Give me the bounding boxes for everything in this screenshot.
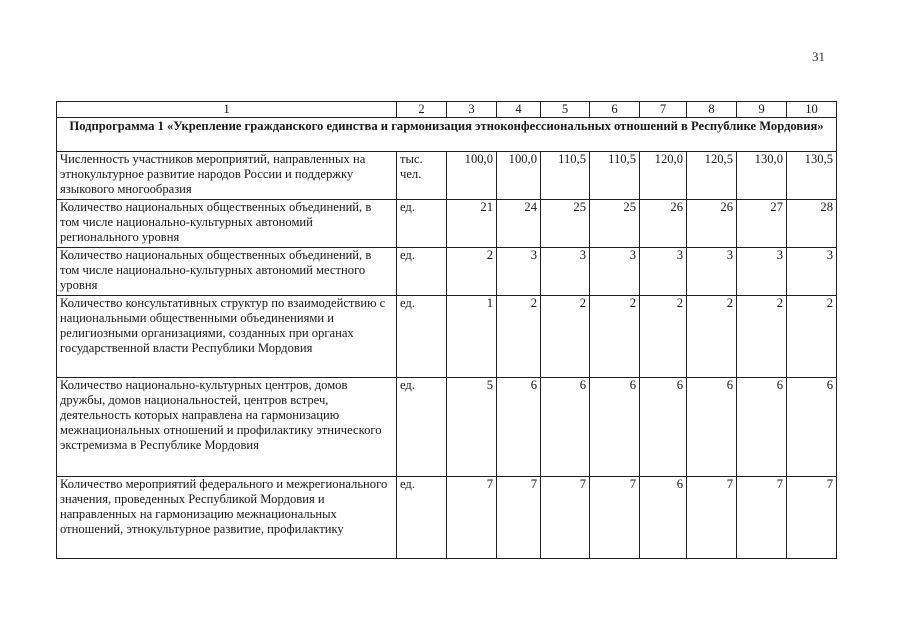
column-number: 6 xyxy=(590,102,640,118)
indicator-unit xyxy=(397,200,447,248)
indicator-value: 7 xyxy=(787,477,837,559)
indicators-table xyxy=(56,101,837,559)
indicator-unit xyxy=(397,477,447,559)
unit-line: чел. xyxy=(400,167,422,181)
indicator-value: 2 xyxy=(447,248,497,296)
indicator-value: 6 xyxy=(640,378,687,477)
indicator-value: 7 xyxy=(541,477,590,559)
section-title-row xyxy=(57,118,837,152)
indicator-name: Количество национально-культурных центров, домов дружбы, домов национальностей, центров встреч, деятельность которых направлена на гармонизацию межнациональных отношений и профилактику этнического экстремизма в Республике Мордовия xyxy=(57,378,397,477)
indicator-value: 6 xyxy=(787,378,837,477)
indicator-value: 26 xyxy=(687,200,737,248)
indicator-value: 24 xyxy=(497,200,541,248)
indicator-value: 3 xyxy=(541,248,590,296)
indicators-table-container xyxy=(56,101,836,559)
column-number: 3 xyxy=(447,102,497,118)
column-number-row xyxy=(57,102,837,118)
indicator-name: Численность участников мероприятий, направленных на этнокультурное развитие народов России и поддержку языкового многообразия xyxy=(57,152,397,200)
indicator-value: 7 xyxy=(590,477,640,559)
indicator-value: 2 xyxy=(541,296,590,378)
indicator-value: 7 xyxy=(687,477,737,559)
column-number: 1 xyxy=(57,102,397,118)
indicator-value: 2 xyxy=(590,296,640,378)
indicator-value: 28 xyxy=(787,200,837,248)
column-number: 7 xyxy=(640,102,687,118)
table-row xyxy=(57,248,837,296)
indicator-value: 120,0 xyxy=(640,152,687,200)
indicator-unit xyxy=(397,152,447,200)
indicator-name: Количество консультативных структур по взаимодействию с национальными общественными объединениями и религиозными организациями, созданных при органах государственной власти Республики Мордовия xyxy=(57,296,397,378)
indicator-name: Количество национальных общественных объединений, в том числе национально-культурных автономий регионального уровня xyxy=(57,200,397,248)
table-row xyxy=(57,477,837,559)
section-title: Подпрограмма 1 «Укрепление гражданского единства и гармонизация этноконфессиональных отношений в Республике Мордовия» xyxy=(57,118,837,152)
indicator-value: 1 xyxy=(447,296,497,378)
indicator-value: 2 xyxy=(497,296,541,378)
indicator-value: 25 xyxy=(541,200,590,248)
indicator-value: 110,5 xyxy=(541,152,590,200)
indicator-value: 2 xyxy=(640,296,687,378)
indicator-value: 110,5 xyxy=(590,152,640,200)
indicator-name: Количество национальных общественных объединений, в том числе национально-культурных автономий местного уровня xyxy=(57,248,397,296)
indicator-unit xyxy=(397,296,447,378)
indicator-value: 27 xyxy=(737,200,787,248)
indicator-value: 130,5 xyxy=(787,152,837,200)
indicator-value: 100,0 xyxy=(497,152,541,200)
unit-line: тыс. xyxy=(400,152,423,166)
column-number: 9 xyxy=(737,102,787,118)
column-number: 5 xyxy=(541,102,590,118)
unit-line: ед. xyxy=(400,296,415,310)
indicator-value: 7 xyxy=(737,477,787,559)
indicator-value: 2 xyxy=(687,296,737,378)
indicator-value: 25 xyxy=(590,200,640,248)
indicator-value: 6 xyxy=(541,378,590,477)
unit-line: ед. xyxy=(400,378,415,392)
indicator-value: 7 xyxy=(497,477,541,559)
indicator-value: 120,5 xyxy=(687,152,737,200)
indicator-value: 6 xyxy=(737,378,787,477)
indicator-value: 6 xyxy=(640,477,687,559)
indicator-value: 3 xyxy=(737,248,787,296)
indicator-value: 26 xyxy=(640,200,687,248)
column-number: 8 xyxy=(687,102,737,118)
indicator-value: 6 xyxy=(687,378,737,477)
unit-line: ед. xyxy=(400,200,415,214)
table-row xyxy=(57,200,837,248)
indicator-unit xyxy=(397,378,447,477)
table-row xyxy=(57,378,837,477)
indicator-value: 3 xyxy=(787,248,837,296)
indicator-value: 6 xyxy=(590,378,640,477)
indicator-value: 2 xyxy=(737,296,787,378)
unit-line: ед. xyxy=(400,248,415,262)
column-number: 2 xyxy=(397,102,447,118)
indicator-value: 5 xyxy=(447,378,497,477)
indicator-value: 7 xyxy=(447,477,497,559)
indicator-value: 3 xyxy=(497,248,541,296)
page-number: 31 xyxy=(812,49,825,64)
column-number: 10 xyxy=(787,102,837,118)
table-row xyxy=(57,296,837,378)
indicator-value: 6 xyxy=(497,378,541,477)
table-row xyxy=(57,152,837,200)
indicator-value: 3 xyxy=(590,248,640,296)
column-number: 4 xyxy=(497,102,541,118)
indicator-value: 21 xyxy=(447,200,497,248)
indicator-value: 130,0 xyxy=(737,152,787,200)
indicator-unit xyxy=(397,248,447,296)
indicator-name: Количество мероприятий федерального и межрегионального значения, проведенных Республикой Мордовия и направленных на гармонизацию межнациональных отношений, этнокультурное развитие, профилактику xyxy=(57,477,397,559)
indicator-value: 2 xyxy=(787,296,837,378)
unit-line: ед. xyxy=(400,477,415,491)
indicator-value: 100,0 xyxy=(447,152,497,200)
indicator-value: 3 xyxy=(687,248,737,296)
indicator-value: 3 xyxy=(640,248,687,296)
